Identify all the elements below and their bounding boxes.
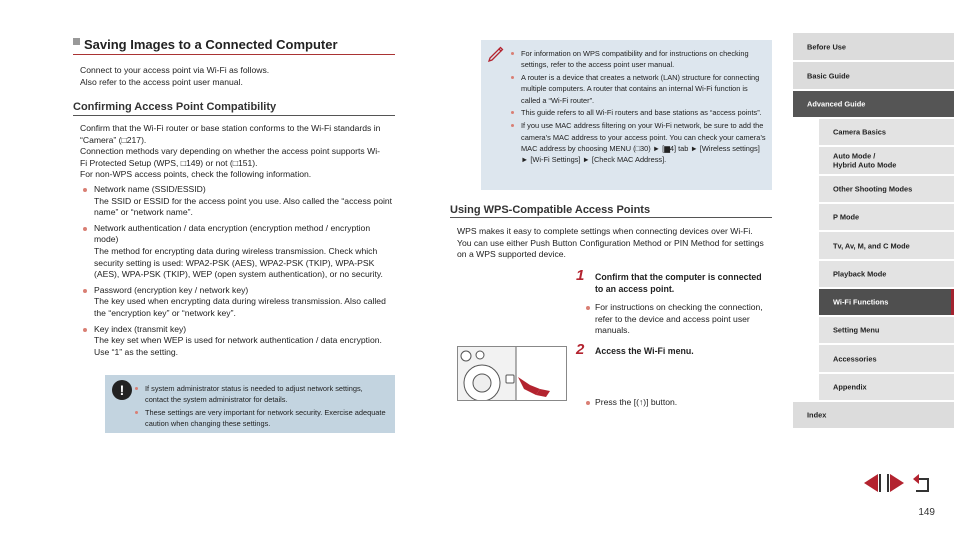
list-item-body: The SSID or ESSID for the access point you use. Also called the “access point name” or “network name”. (94, 195, 393, 218)
step-number: 1 (576, 267, 585, 284)
list-item-title: Password (encryption key / network key) (94, 284, 249, 295)
sidebar-item-label: Advanced Guide (807, 99, 866, 109)
sidebar-item-label: Wi-Fi Functions (833, 297, 889, 307)
title-underline (73, 54, 395, 55)
exclamation-icon: ! (112, 380, 132, 400)
sidebar-item-label: Camera Basics (833, 127, 887, 137)
sidebar-item-auto-mode[interactable] (819, 147, 954, 175)
sidebar-item-tv-av-m-c-mode[interactable] (819, 232, 954, 260)
intro-text (80, 65, 390, 88)
sidebar-item-before-use[interactable] (793, 33, 954, 61)
sidebar-item-label: Before Use (807, 41, 847, 51)
sidebar-item-wifi-functions[interactable] (819, 289, 954, 316)
caution-item: These settings are very important for network security. Exercise adequate caution when changing these settings. (135, 407, 387, 430)
sidebar-item-p-mode[interactable] (819, 204, 954, 231)
sidebar-item-label: Other Shooting Modes (833, 184, 913, 194)
list-item-title: Network name (SSID/ESSID) (94, 184, 206, 194)
step-bullet: For instructions on checking the connection, refer to the device and access point user manuals. (586, 302, 771, 337)
section-rule (450, 217, 772, 218)
triangle-right-icon[interactable] (886, 472, 908, 494)
list-item-title: Key index (transmit key) (94, 323, 187, 334)
sidebar-item-label: P Mode (833, 212, 860, 222)
sidebar-item-label: Appendix (833, 382, 867, 392)
section-rule (73, 115, 395, 116)
camera-back-drawing (458, 347, 567, 401)
list-item-body: The key set when WEP is used for network authentication / data encryption. Use “1” as the setting. (94, 335, 382, 357)
page-navigation (860, 472, 934, 494)
caution-item: If system administrator status is needed to adjust network settings, contact the system administrator for details. (135, 383, 387, 406)
network-info-list (73, 184, 395, 362)
sidebar-item-label: Tv, Av, M, and C Mode (833, 240, 910, 250)
sidebar-item-label: Accessories (833, 353, 877, 363)
sidebar-item-setting-menu[interactable] (819, 317, 954, 344)
sidebar-item-advanced-guide[interactable] (793, 91, 954, 118)
note-item: If you use MAC address filtering on your Wi-Fi network, be sure to add the camera’s MAC address to your access point. You can check your camera’s MAC address by choosing MENU (□30) ► [▆4] tab ► [Wireless settings] ► [Wi-Fi Settings] ► [Check MAC Address]. (511, 120, 766, 165)
sidebar-item-basic-guide[interactable] (793, 62, 954, 90)
sidebar-item-accessories[interactable] (819, 345, 954, 373)
sidebar-item-label: Setting Menu (833, 325, 880, 335)
caution-box (105, 375, 395, 433)
step-title: Access the Wi-Fi menu. (595, 346, 694, 356)
sidebar-item-other-shooting-modes[interactable] (819, 176, 954, 203)
sidebar-item-label: Index (807, 410, 827, 420)
step-bullet: Press the [(↑)] button. (586, 397, 771, 409)
note-box (481, 40, 772, 190)
note-item: A router is a device that creates a network (LAN) structure for connecting multiple computers. A router that contains an internal Wi-Fi function is called a “Wi-Fi router”. (511, 72, 766, 106)
compatibility-text (80, 123, 385, 181)
caution-list (135, 383, 387, 431)
note-item: This guide refers to all Wi-Fi routers and base stations as “access points”. (511, 107, 766, 118)
intro-line-2: Also refer to the access point user manual. (80, 76, 243, 87)
list-item (73, 324, 395, 359)
sidebar-item-label: Auto Mode / Hybrid Auto Mode (833, 151, 897, 170)
list-item-title: Network authentication / data encryption (encryption method / encryption mode) (94, 222, 371, 245)
note-item: For information on WPS compatibility and for instructions on checking settings, refer to the access point user manual. (511, 48, 766, 71)
sidebar-item-label: Playback Mode (833, 269, 887, 279)
section-heading-wps: Using WPS-Compatible Access Points (450, 204, 651, 216)
title-marker (73, 38, 80, 45)
pencil-icon (487, 44, 505, 62)
compat-para-1: Confirm that the Wi-Fi router or base station conforms to the Wi-Fi standards in “Camera” (□217). (80, 123, 381, 145)
page-title: Saving Images to a Connected Computer (84, 37, 338, 52)
triangle-left-icon[interactable] (860, 472, 882, 494)
sidebar-item-appendix[interactable] (819, 374, 954, 401)
list-item (73, 184, 395, 219)
step-title: Confirm that the computer is connected to an access point. (595, 272, 762, 294)
list-item (73, 285, 395, 320)
sidebar-item-playback-mode[interactable] (819, 261, 954, 288)
sidebar-item-camera-basics[interactable] (819, 119, 954, 146)
wps-intro: WPS makes it easy to complete settings when connecting devices over Wi-Fi. You can use either Push Button Configuration Method or PIN Method for settings on a WPS supported device. (457, 226, 764, 260)
compat-para-2: Connection methods vary depending on whether the access point supports Wi-Fi Protected Setup (WPS, □149) or not (□151). (80, 146, 380, 168)
compat-para-3: For non-WPS access points, check the following information. (80, 169, 312, 180)
note-list (511, 48, 766, 167)
page-number: 149 (918, 507, 935, 518)
sidebar-item-index[interactable] (793, 402, 954, 429)
camera-illustration (457, 346, 567, 401)
list-item-body: The method for encrypting data during wireless transmission. Check which security setting is used: WPA2-PSK (AES), WPA2-PSK (TKIP), WPA-PSK (AES), WPA-PSK (TKIP), WEP (open system authentication), or no security. (94, 245, 383, 280)
section-heading-compatibility: Confirming Access Point Compatibility (73, 101, 277, 113)
intro-line-1: Connect to your access point via Wi-Fi as follows. (80, 65, 270, 75)
step-number: 2 (576, 341, 585, 358)
return-arrow-icon[interactable] (912, 474, 928, 492)
list-item-body: The key used when encrypting data during wireless transmission. Also called the “encryption key” or “network key”. (94, 296, 386, 318)
sidebar-item-label: Basic Guide (807, 70, 850, 80)
list-item (73, 223, 395, 281)
